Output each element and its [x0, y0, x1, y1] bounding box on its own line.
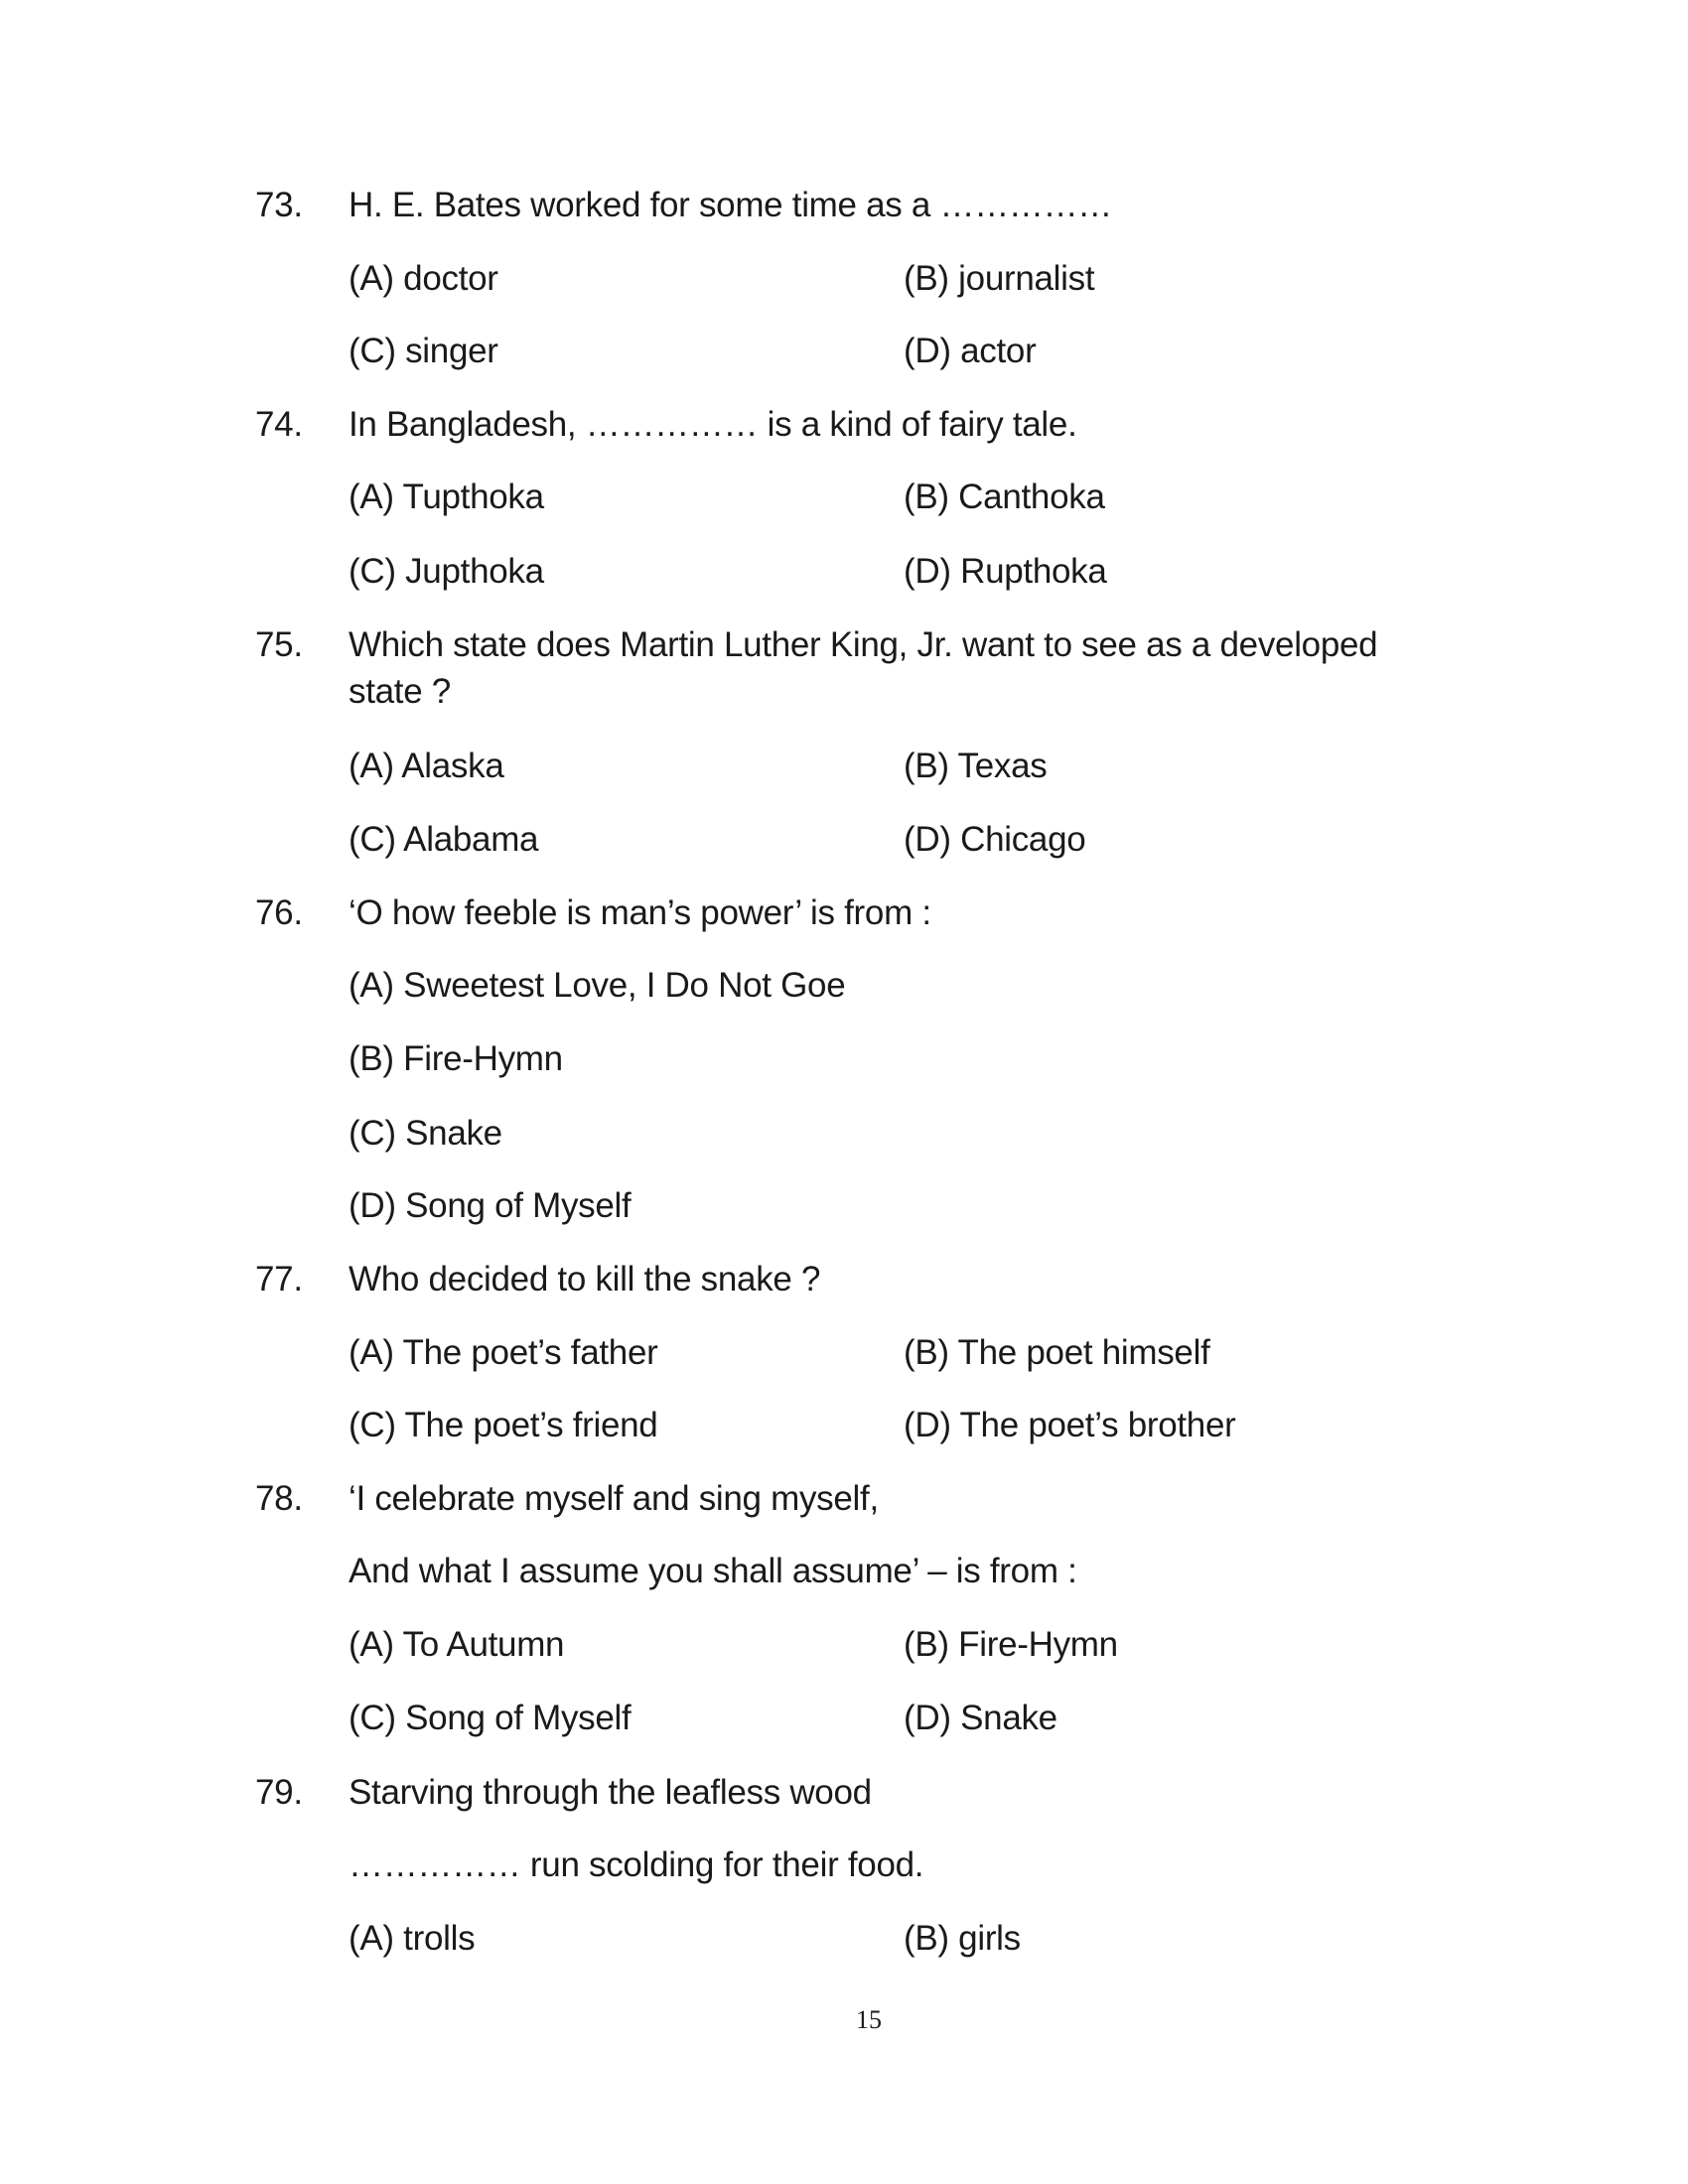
question-text: Which state does Martin Luther King, Jr. want to see as a developed	[349, 625, 1378, 664]
option-d: (D) Snake	[904, 1699, 1057, 1737]
option-b: (B) Texas	[904, 747, 1048, 785]
question-number: 78.	[255, 1479, 303, 1518]
option-c: (C) singer	[349, 332, 498, 370]
option-b: (B) journalist	[904, 259, 1095, 298]
option-d: (D) Song of Myself	[349, 1186, 632, 1225]
option-a: (A) trolls	[349, 1919, 476, 1958]
option-b: (B) The poet himself	[904, 1333, 1210, 1372]
option-a: (A) Sweetest Love, I Do Not Goe	[349, 966, 846, 1005]
option-b: (B) Fire-Hymn	[904, 1625, 1118, 1664]
question-number: 79.	[255, 1773, 303, 1812]
option-c: (C) Snake	[349, 1114, 502, 1153]
question-text: ‘O how feeble is man’s power’ is from :	[349, 893, 931, 932]
option-a: (A) Alaska	[349, 747, 504, 785]
question-number: 77.	[255, 1260, 303, 1298]
question-text: H. E. Bates worked for some time as a ……………	[349, 186, 1112, 224]
question-text: Starving through the leafless wood	[349, 1773, 872, 1812]
question-text: ‘I celebrate myself and sing myself,	[349, 1479, 879, 1518]
question-text-line2: state ?	[349, 672, 451, 711]
question-text: In Bangladesh, …………… is a kind of fairy tale.	[349, 405, 1077, 444]
question-number: 75.	[255, 625, 303, 664]
question-text-line2: And what I assume you shall assume’ – is from :	[349, 1552, 1077, 1590]
question-number: 76.	[255, 893, 303, 932]
option-a: (A) The poet’s father	[349, 1333, 658, 1372]
option-d: (D) Rupthoka	[904, 552, 1107, 591]
option-d: (D) The poet’s brother	[904, 1406, 1236, 1444]
option-c: (C) Alabama	[349, 820, 539, 859]
option-d: (D) Chicago	[904, 820, 1086, 859]
option-b: (B) girls	[904, 1919, 1021, 1958]
option-c: (C) The poet’s friend	[349, 1406, 658, 1444]
question-number: 73.	[255, 186, 303, 224]
option-c: (C) Jupthoka	[349, 552, 544, 591]
question-text-line2: …………… run scolding for their food.	[349, 1845, 924, 1884]
option-b: (B) Fire-Hymn	[349, 1039, 563, 1078]
option-c: (C) Song of Myself	[349, 1699, 632, 1737]
question-number: 74.	[255, 405, 303, 444]
question-text: Who decided to kill the snake ?	[349, 1260, 821, 1298]
page-number: 15	[856, 2005, 882, 2034]
option-a: (A) Tupthoka	[349, 478, 544, 516]
option-d: (D) actor	[904, 332, 1037, 370]
option-a: (A) doctor	[349, 259, 498, 298]
option-a: (A) To Autumn	[349, 1625, 565, 1664]
option-b: (B) Canthoka	[904, 478, 1105, 516]
